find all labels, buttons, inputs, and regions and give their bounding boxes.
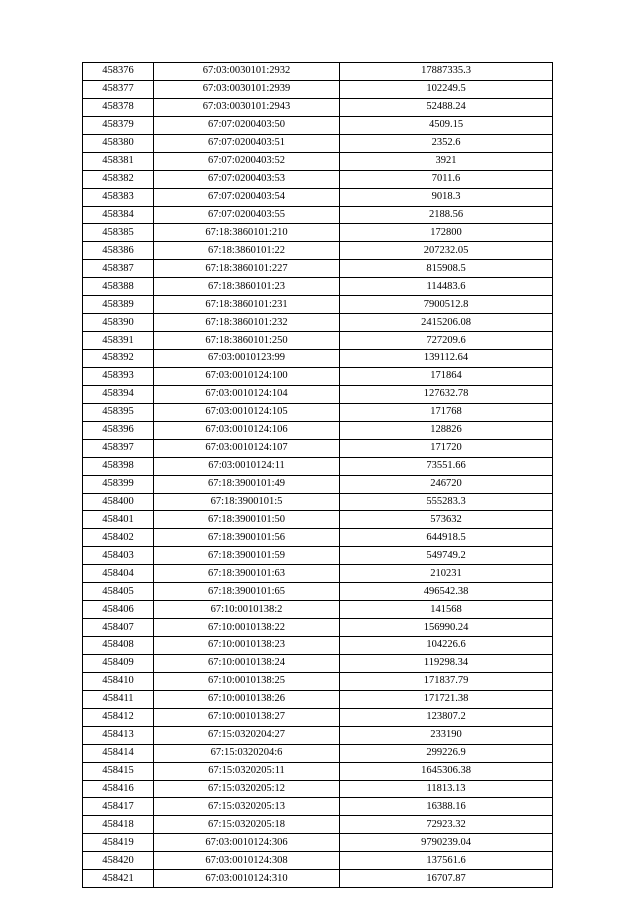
row-number-cell: 458387 (83, 260, 154, 278)
value-cell: 171864 (340, 367, 553, 385)
row-number-cell: 458397 (83, 439, 154, 457)
value-cell: 9018.3 (340, 188, 553, 206)
table-row (83, 332, 553, 350)
cadastral-number-cell: 67:03:0010124:104 (154, 385, 340, 403)
cadastral-number-cell: 67:03:0010124:106 (154, 421, 340, 439)
row-number-cell: 458405 (83, 583, 154, 601)
value-cell: 573632 (340, 511, 553, 529)
cadastral-number-cell: 67:07:0200403:55 (154, 206, 340, 224)
table-row (83, 278, 553, 296)
value-cell: 549749.2 (340, 547, 553, 565)
row-number-cell: 458415 (83, 762, 154, 780)
table-row (83, 637, 553, 655)
value-cell: 139112.64 (340, 350, 553, 368)
table-row (83, 870, 553, 888)
cadastral-number-cell: 67:10:0010138:24 (154, 654, 340, 672)
value-cell: 119298.34 (340, 654, 553, 672)
table-row (83, 493, 553, 511)
row-number-cell: 458383 (83, 188, 154, 206)
row-number-cell: 458378 (83, 98, 154, 116)
table-row (83, 170, 553, 188)
table-row (83, 367, 553, 385)
value-cell: 156990.24 (340, 619, 553, 637)
table-row (83, 206, 553, 224)
value-cell: 52488.24 (340, 98, 553, 116)
cadastral-number-cell: 67:07:0200403:51 (154, 134, 340, 152)
table-row (83, 547, 553, 565)
value-cell: 123807.2 (340, 708, 553, 726)
value-cell: 233190 (340, 726, 553, 744)
table-row (83, 314, 553, 332)
row-number-cell: 458416 (83, 780, 154, 798)
table-row (83, 726, 553, 744)
value-cell: 102249.5 (340, 80, 553, 98)
cadastral-number-cell: 67:18:3900101:63 (154, 565, 340, 583)
value-cell: 1645306.38 (340, 762, 553, 780)
cadastral-number-cell: 67:10:0010138:25 (154, 672, 340, 690)
table-row (83, 403, 553, 421)
cadastral-number-cell: 67:18:3900101:65 (154, 583, 340, 601)
cadastral-number-cell: 67:15:0320205:11 (154, 762, 340, 780)
table-row (83, 816, 553, 834)
row-number-cell: 458380 (83, 134, 154, 152)
cadastral-number-cell: 67:18:3900101:50 (154, 511, 340, 529)
cadastral-number-cell: 67:18:3900101:5 (154, 493, 340, 511)
table-row (83, 511, 553, 529)
value-cell: 11813.13 (340, 780, 553, 798)
cadastral-number-cell: 67:07:0200403:54 (154, 188, 340, 206)
row-number-cell: 458376 (83, 63, 154, 81)
table-row (83, 260, 553, 278)
row-number-cell: 458396 (83, 421, 154, 439)
value-cell: 644918.5 (340, 529, 553, 547)
cadastral-number-cell: 67:07:0200403:50 (154, 116, 340, 134)
value-cell: 137561.6 (340, 852, 553, 870)
table-row (83, 224, 553, 242)
cadastral-number-cell: 67:03:0010124:105 (154, 403, 340, 421)
row-number-cell: 458382 (83, 170, 154, 188)
table-row (83, 350, 553, 368)
value-cell: 171721.38 (340, 690, 553, 708)
row-number-cell: 458407 (83, 619, 154, 637)
row-number-cell: 458412 (83, 708, 154, 726)
value-cell: 2352.6 (340, 134, 553, 152)
row-number-cell: 458403 (83, 547, 154, 565)
value-cell: 128826 (340, 421, 553, 439)
table-row (83, 188, 553, 206)
cadastral-number-cell: 67:15:0320205:12 (154, 780, 340, 798)
table-row (83, 834, 553, 852)
row-number-cell: 458398 (83, 457, 154, 475)
table-row (83, 708, 553, 726)
row-number-cell: 458388 (83, 278, 154, 296)
table-row (83, 852, 553, 870)
cadastral-value-table (82, 62, 553, 888)
value-cell: 210231 (340, 565, 553, 583)
cadastral-number-cell: 67:15:0320205:18 (154, 816, 340, 834)
table-row (83, 798, 553, 816)
table-row (83, 780, 553, 798)
value-cell: 72923.32 (340, 816, 553, 834)
value-cell: 172800 (340, 224, 553, 242)
cadastral-number-cell: 67:10:0010138:26 (154, 690, 340, 708)
row-number-cell: 458389 (83, 296, 154, 314)
table-row (83, 690, 553, 708)
row-number-cell: 458393 (83, 367, 154, 385)
cadastral-number-cell: 67:18:3900101:56 (154, 529, 340, 547)
cadastral-number-cell: 67:03:0010124:308 (154, 852, 340, 870)
table-row (83, 583, 553, 601)
cadastral-number-cell: 67:03:0010123:99 (154, 350, 340, 368)
value-cell: 73551.66 (340, 457, 553, 475)
table-row (83, 385, 553, 403)
row-number-cell: 458377 (83, 80, 154, 98)
cadastral-number-cell: 67:03:0030101:2932 (154, 63, 340, 81)
value-cell: 141568 (340, 601, 553, 619)
value-cell: 127632.78 (340, 385, 553, 403)
row-number-cell: 458391 (83, 332, 154, 350)
row-number-cell: 458400 (83, 493, 154, 511)
cadastral-number-cell: 67:18:3860101:250 (154, 332, 340, 350)
cadastral-number-cell: 67:10:0010138:23 (154, 637, 340, 655)
table-row (83, 116, 553, 134)
table-row (83, 439, 553, 457)
row-number-cell: 458421 (83, 870, 154, 888)
value-cell: 171720 (340, 439, 553, 457)
cadastral-number-cell: 67:03:0010124:100 (154, 367, 340, 385)
cadastral-number-cell: 67:18:3860101:227 (154, 260, 340, 278)
table-row (83, 619, 553, 637)
row-number-cell: 458386 (83, 242, 154, 260)
table-row (83, 242, 553, 260)
cadastral-number-cell: 67:03:0010124:306 (154, 834, 340, 852)
row-number-cell: 458381 (83, 152, 154, 170)
row-number-cell: 458384 (83, 206, 154, 224)
cadastral-number-cell: 67:18:3900101:49 (154, 475, 340, 493)
cadastral-number-cell: 67:07:0200403:53 (154, 170, 340, 188)
value-cell: 207232.05 (340, 242, 553, 260)
value-cell: 2415206.08 (340, 314, 553, 332)
table-row (83, 296, 553, 314)
cadastral-number-cell: 67:18:3860101:210 (154, 224, 340, 242)
cadastral-number-cell: 67:03:0030101:2939 (154, 80, 340, 98)
table-row (83, 744, 553, 762)
row-number-cell: 458410 (83, 672, 154, 690)
row-number-cell: 458390 (83, 314, 154, 332)
row-number-cell: 458409 (83, 654, 154, 672)
value-cell: 299226.9 (340, 744, 553, 762)
cadastral-number-cell: 67:18:3860101:231 (154, 296, 340, 314)
cadastral-number-cell: 67:15:0320204:6 (154, 744, 340, 762)
cadastral-number-cell: 67:10:0010138:27 (154, 708, 340, 726)
table-row (83, 672, 553, 690)
table-row (83, 134, 553, 152)
value-cell: 246720 (340, 475, 553, 493)
table-row (83, 80, 553, 98)
value-cell: 9790239.04 (340, 834, 553, 852)
row-number-cell: 458417 (83, 798, 154, 816)
table-body (83, 63, 553, 888)
row-number-cell: 458394 (83, 385, 154, 403)
row-number-cell: 458401 (83, 511, 154, 529)
row-number-cell: 458406 (83, 601, 154, 619)
table-row (83, 654, 553, 672)
cadastral-number-cell: 67:15:0320205:13 (154, 798, 340, 816)
value-cell: 104226.6 (340, 637, 553, 655)
value-cell: 16707.87 (340, 870, 553, 888)
cadastral-number-cell: 67:18:3860101:232 (154, 314, 340, 332)
cadastral-number-cell: 67:03:0030101:2943 (154, 98, 340, 116)
cadastral-number-cell: 67:07:0200403:52 (154, 152, 340, 170)
table-row (83, 762, 553, 780)
row-number-cell: 458385 (83, 224, 154, 242)
cadastral-number-cell: 67:15:0320204:27 (154, 726, 340, 744)
value-cell: 16388.16 (340, 798, 553, 816)
table-row (83, 457, 553, 475)
row-number-cell: 458420 (83, 852, 154, 870)
value-cell: 3921 (340, 152, 553, 170)
row-number-cell: 458411 (83, 690, 154, 708)
value-cell: 2188.56 (340, 206, 553, 224)
row-number-cell: 458404 (83, 565, 154, 583)
cadastral-number-cell: 67:10:0010138:22 (154, 619, 340, 637)
value-cell: 496542.38 (340, 583, 553, 601)
cadastral-number-cell: 67:03:0010124:11 (154, 457, 340, 475)
cadastral-number-cell: 67:10:0010138:2 (154, 601, 340, 619)
row-number-cell: 458414 (83, 744, 154, 762)
table-row (83, 601, 553, 619)
cadastral-number-cell: 67:18:3860101:22 (154, 242, 340, 260)
value-cell: 727209.6 (340, 332, 553, 350)
value-cell: 7900512.8 (340, 296, 553, 314)
value-cell: 815908.5 (340, 260, 553, 278)
value-cell: 555283.3 (340, 493, 553, 511)
row-number-cell: 458379 (83, 116, 154, 134)
row-number-cell: 458399 (83, 475, 154, 493)
table-row (83, 475, 553, 493)
table-row (83, 98, 553, 116)
cadastral-number-cell: 67:18:3860101:23 (154, 278, 340, 296)
value-cell: 171768 (340, 403, 553, 421)
table-row (83, 63, 553, 81)
value-cell: 17887335.3 (340, 63, 553, 81)
value-cell: 114483.6 (340, 278, 553, 296)
row-number-cell: 458418 (83, 816, 154, 834)
row-number-cell: 458413 (83, 726, 154, 744)
row-number-cell: 458419 (83, 834, 154, 852)
cadastral-number-cell: 67:18:3900101:59 (154, 547, 340, 565)
row-number-cell: 458395 (83, 403, 154, 421)
table-row (83, 421, 553, 439)
value-cell: 7011.6 (340, 170, 553, 188)
value-cell: 4509.15 (340, 116, 553, 134)
cadastral-number-cell: 67:03:0010124:310 (154, 870, 340, 888)
row-number-cell: 458408 (83, 637, 154, 655)
value-cell: 171837.79 (340, 672, 553, 690)
table-row (83, 529, 553, 547)
table-row (83, 565, 553, 583)
cadastral-number-cell: 67:03:0010124:107 (154, 439, 340, 457)
table-row (83, 152, 553, 170)
row-number-cell: 458402 (83, 529, 154, 547)
row-number-cell: 458392 (83, 350, 154, 368)
